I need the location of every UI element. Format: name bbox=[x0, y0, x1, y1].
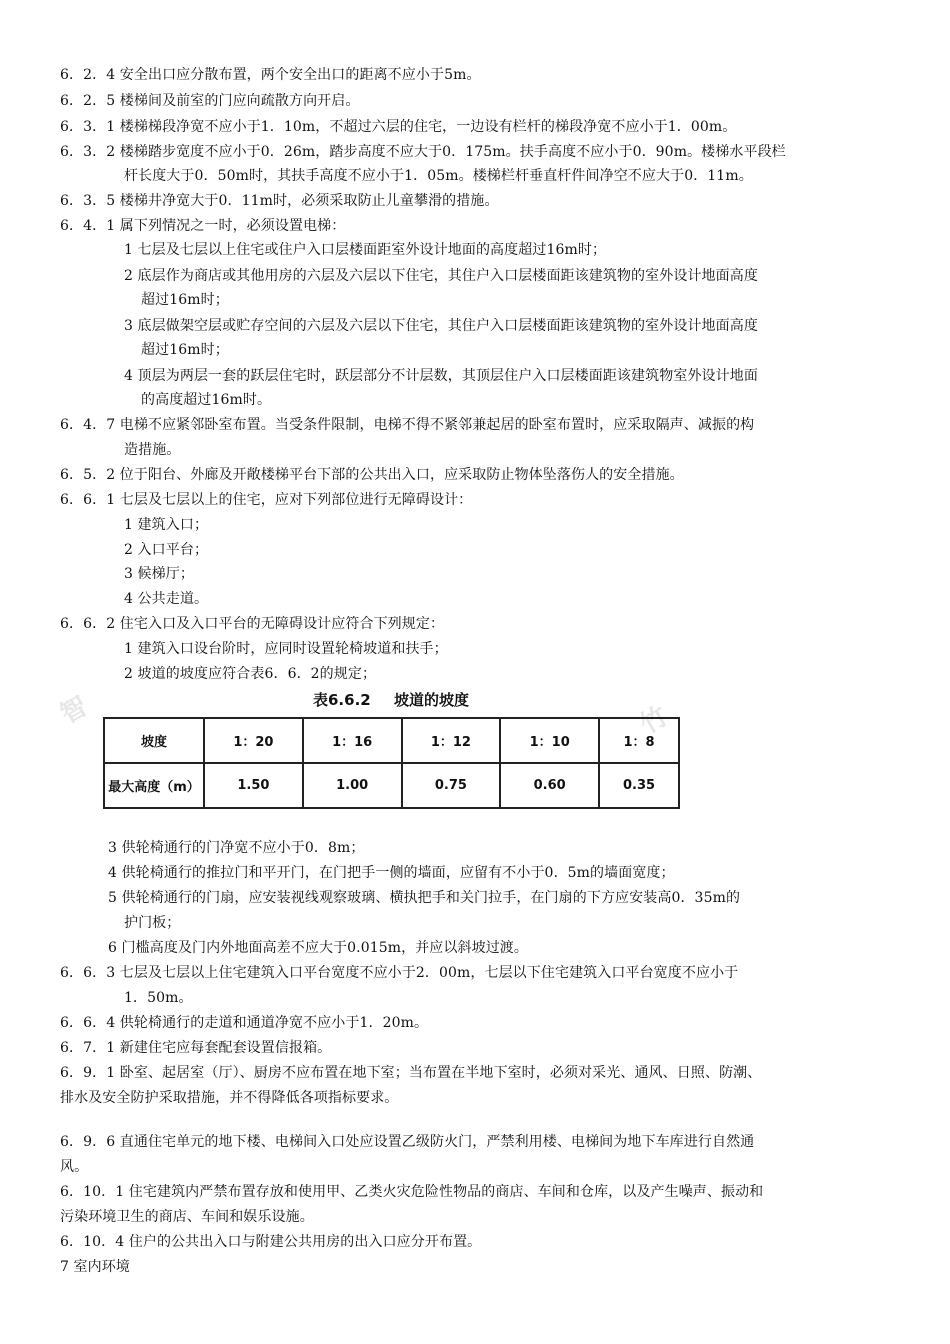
table-cell: 1：8 bbox=[599, 718, 679, 763]
clause-6-7-1: 6．7．1 新建住宅应每套配套设置信报箱。 bbox=[60, 1040, 332, 1056]
list-item: 4 供轮椅通行的推拉门和平开门，在门把手一侧的墙面，应留有不小于0．5m的墙面宽度； bbox=[108, 865, 675, 881]
list-item-cont: 护门板； bbox=[124, 915, 181, 931]
clause-6-9-6: 6．9．6 直通住宅单元的地下楼、电梯间入口处应设置乙级防火门，严禁利用楼、电梯间为地下车库进行自然通 bbox=[60, 1134, 755, 1150]
list-item: 3 供轮椅通行的门净宽不应小于0．8m； bbox=[108, 840, 365, 856]
table-caption: 坡道的坡度 bbox=[393, 691, 469, 709]
table-cell: 0.75 bbox=[402, 763, 501, 808]
clause-6-5-2: 6．5．2 位于阳台、外廊及开敞楼梯平台下部的公共出入口，应采取防止物体坠落伤人的安全措施。 bbox=[60, 467, 684, 483]
table-cell: 1.50 bbox=[204, 763, 303, 808]
clause-6-3-1: 6．3．1 楼梯梯段净宽不应小于1．10m，不超过六层的住宅，一边设有栏杆的梯段净宽不应小于1．00m。 bbox=[60, 119, 737, 135]
list-item-cont: 超过16m时； bbox=[141, 292, 229, 308]
clause-6-10-1: 6．10．1 住宅建筑内严禁布置存放和使用甲、乙类火灾危险性物品的商店、车间和仓库，以及产生噪声、振动和 bbox=[60, 1184, 764, 1200]
list-item: 2 坡道的坡度应符合表6．6．2的规定； bbox=[124, 666, 377, 682]
clause-6-9-1: 6．9．1 卧室、起居室（厅）、厨房不应布置在地下室；当布置在半地下室时，必须对采光、通风、日照、防潮、 bbox=[60, 1065, 762, 1081]
clause-6-6-3-cont: 1．50m。 bbox=[124, 990, 193, 1006]
list-item: 3 候梯厅； bbox=[124, 566, 194, 582]
table-row-label: 最大高度（m） bbox=[104, 763, 204, 808]
table-title bbox=[313, 689, 469, 710]
slope-table bbox=[103, 717, 680, 809]
clause-6-2-5: 6．2．5 楼梯间及前室的门应向疏散方向开启。 bbox=[60, 93, 360, 109]
table-row-label: 坡度 bbox=[104, 718, 204, 763]
table-row bbox=[104, 763, 679, 808]
clause-6-6-1: 6．6．1 七层及七层以上的住宅，应对下列部位进行无障碍设计： bbox=[60, 492, 473, 508]
table-cell: 1：16 bbox=[303, 718, 402, 763]
clause-6-9-1-cont: 排水及安全防护采取措施，并不得降低各项指标要求。 bbox=[60, 1090, 399, 1106]
clause-6-9-6-cont: 风。 bbox=[60, 1159, 89, 1175]
list-item: 1 建筑入口； bbox=[124, 517, 209, 533]
watermark: 竹 bbox=[635, 701, 674, 741]
clause-6-6-2: 6．6．2 住宅入口及入口平台的无障碍设计应符合下列规定： bbox=[60, 616, 445, 632]
list-item: 4 顶层为两层一套的跃层住宅时，跃层部分不计层数，其顶层住户入口层楼面距该建筑物室外设计地面 bbox=[124, 368, 758, 384]
list-item: 2 入口平台； bbox=[124, 542, 209, 558]
table-cell: 0.35 bbox=[599, 763, 679, 808]
list-item: 1 七层及七层以上住宅或住户入口层楼面距室外设计地面的高度超过16m时； bbox=[124, 242, 607, 258]
clause-6-4-7: 6．4．7 电梯不应紧邻卧室布置。当受条件限制，电梯不得不紧邻兼起居的卧室布置时，应采取隔声、减振的构 bbox=[60, 417, 755, 433]
table-cell: 1：10 bbox=[500, 718, 599, 763]
clause-6-4-7-cont: 造措施。 bbox=[124, 442, 181, 458]
clause-6-4-1: 6．4．1 属下列情况之一时，必须设置电梯： bbox=[60, 218, 346, 234]
table-number: 表6.6.2 bbox=[313, 691, 371, 709]
watermark: 智 bbox=[55, 691, 94, 731]
table-cell: 0.60 bbox=[500, 763, 599, 808]
table-row bbox=[104, 718, 679, 763]
list-item: 1 建筑入口设台阶时，应同时设置轮椅坡道和扶手； bbox=[124, 641, 448, 657]
clause-6-3-2-cont: 杆长度大于0．50m时，其扶手高度不应小于1．05m。楼梯栏杆垂直杆件间净空不应大于0．11m。 bbox=[124, 168, 753, 184]
list-item: 4 公共走道。 bbox=[124, 591, 209, 607]
clause-6-3-5: 6．3．5 楼梯井净宽大于0．11m时，必须采取防止儿童攀滑的措施。 bbox=[60, 193, 499, 209]
list-item-cont: 超过16m时； bbox=[141, 342, 229, 358]
list-item: 2 底层作为商店或其他用房的六层及六层以下住宅，其住户入口层楼面距该建筑物的室外设计地面高度 bbox=[124, 268, 758, 284]
section-heading: 7 室内环境 bbox=[60, 1259, 130, 1275]
clause-6-6-4: 6．6．4 供轮椅通行的走道和通道净宽不应小于1．20m。 bbox=[60, 1015, 429, 1031]
clause-6-3-2: 6．3．2 楼梯踏步宽度不应小于0．26m，踏步高度不应大于0．175m。扶手高度不应小于0．90m。楼梯水平段栏 bbox=[60, 144, 786, 160]
clause-6-10-4: 6．10．4 住户的公共出入口与附建公共用房的出入口应分开布置。 bbox=[60, 1234, 482, 1250]
clause-6-10-1-cont: 污染环境卫生的商店、车间和娱乐设施。 bbox=[60, 1209, 314, 1225]
list-item-cont: 的高度超过16m时。 bbox=[141, 392, 272, 408]
table-cell: 1：12 bbox=[402, 718, 501, 763]
table-cell: 1：20 bbox=[204, 718, 303, 763]
table-cell: 1.00 bbox=[303, 763, 402, 808]
list-item: 3 底层做架空层或贮存空间的六层及六层以下住宅，其住户入口层楼面距该建筑物的室外设计地面高度 bbox=[124, 318, 758, 334]
list-item: 6 门槛高度及门内外地面高差不应大于0.015m，并应以斜坡过渡。 bbox=[108, 940, 529, 956]
clause-6-6-3: 6．6．3 七层及七层以上住宅建筑入口平台宽度不应小于2．00m，七层以下住宅建筑入口平台宽度不应小于 bbox=[60, 965, 739, 981]
list-item: 5 供轮椅通行的门扇，应安装视线观察玻璃、横执把手和关门拉手，在门扇的下方应安装高0．35m的 bbox=[108, 890, 741, 906]
clause-6-2-4: 6．2．4 安全出口应分散布置，两个安全出口的距离不应小于5m。 bbox=[60, 67, 481, 83]
